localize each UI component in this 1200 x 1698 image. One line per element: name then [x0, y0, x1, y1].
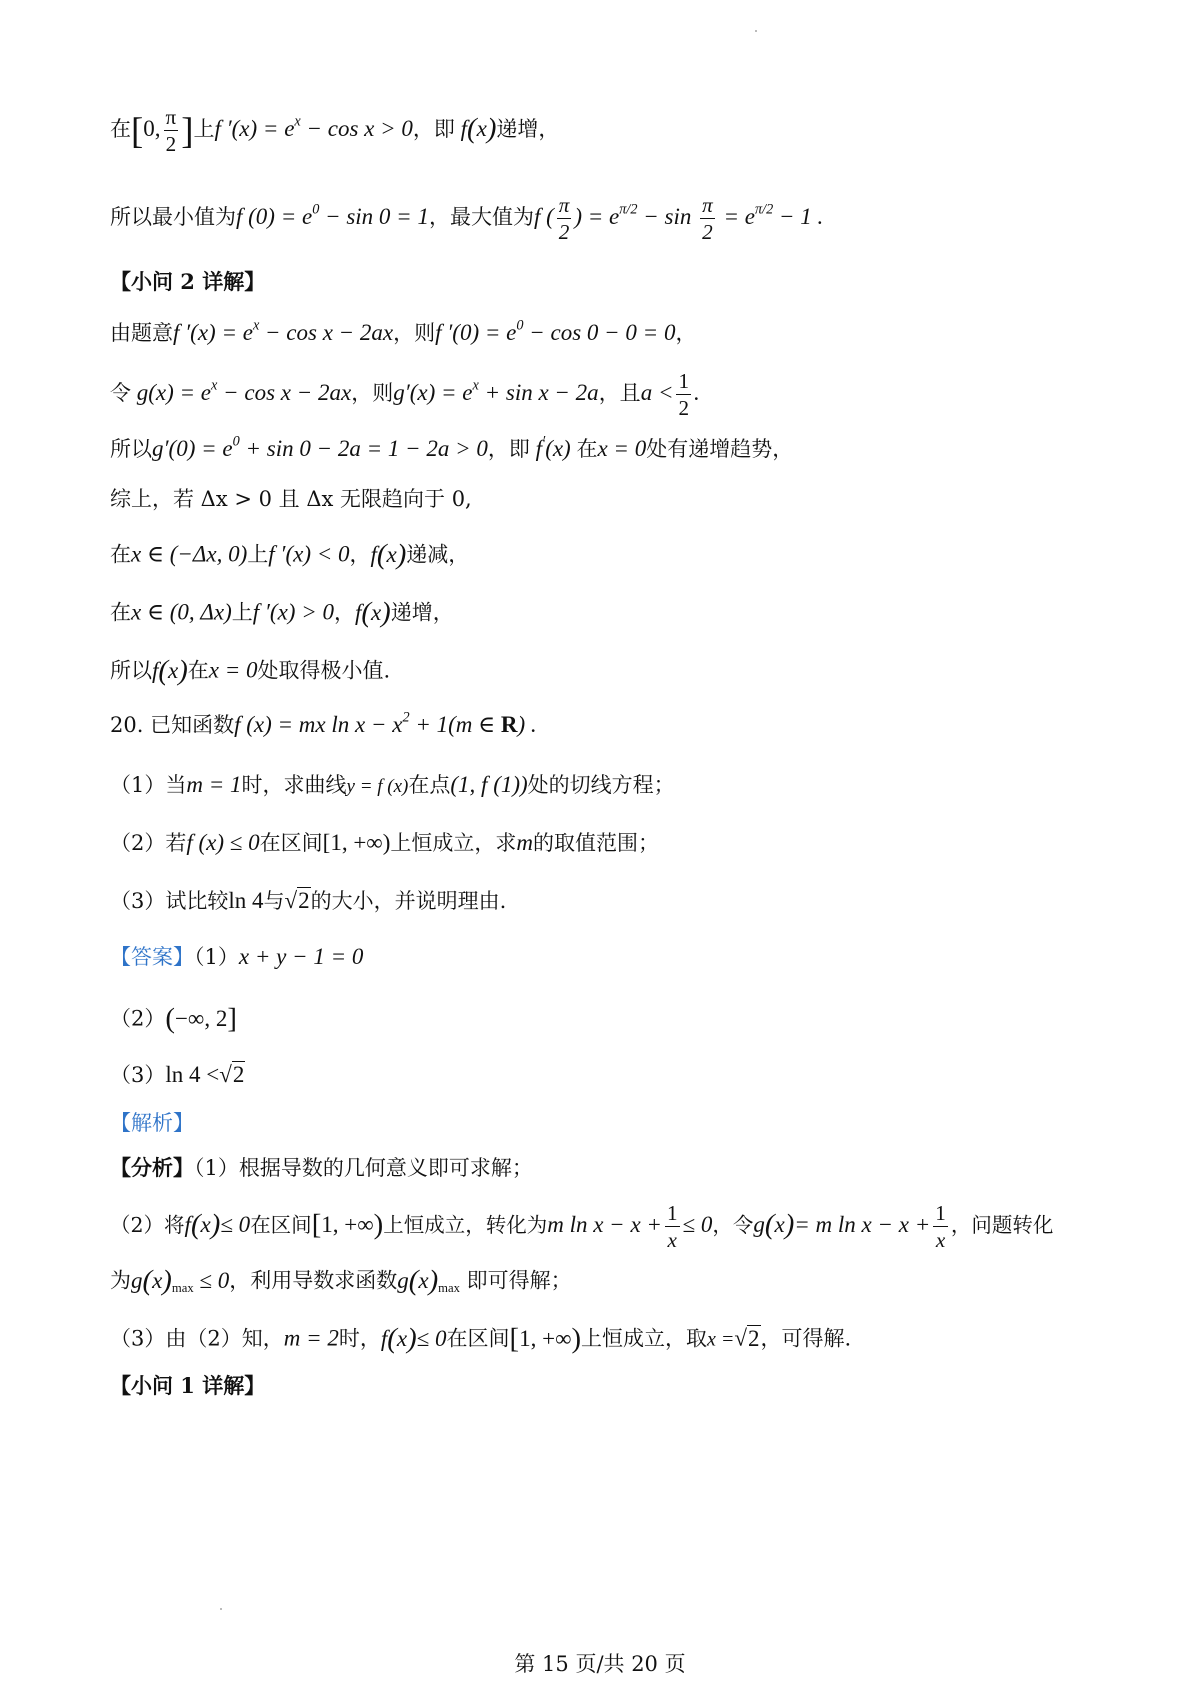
- math-expr: (1, f (1)): [450, 772, 528, 797]
- text: ，令: [712, 1213, 754, 1238]
- exponent: x: [252, 317, 260, 334]
- math-expr: m = 2: [283, 1325, 339, 1351]
- fraction: [700, 192, 715, 246]
- text: + sin x − 2a: [478, 380, 599, 406]
- fraction: [164, 104, 179, 158]
- radicand: 2: [298, 888, 310, 913]
- text: 上恒成立，求: [390, 831, 517, 855]
- line-minimum: [110, 652, 1130, 689]
- text: 处有递增趋势，: [646, 437, 794, 461]
- text: 在: [110, 600, 131, 625]
- line-g-zero: [110, 434, 1130, 464]
- numerator: 1: [933, 1200, 948, 1227]
- text: − cos x > 0: [300, 116, 413, 142]
- text: f: [460, 116, 468, 142]
- math-expr: [173, 317, 394, 345]
- text: 处的切线方程；: [527, 773, 675, 797]
- fraction: [665, 1200, 680, 1254]
- text: ，: [333, 600, 355, 625]
- subscript: max: [171, 1280, 194, 1295]
- math-expr: $g(x)_{max}$: [397, 1264, 460, 1296]
- text: − cos x − 2ax: [217, 380, 352, 406]
- text: ) = e: [574, 204, 620, 230]
- text: f (0) = e: [236, 204, 313, 230]
- text: + sin 0 − 2a = 1 − 2a > 0: [239, 436, 488, 461]
- math-expr: [1, +∞): [322, 830, 391, 855]
- text: ) .: [517, 712, 537, 737]
- exponent: 2: [402, 709, 410, 726]
- math-expr: [214, 113, 413, 142]
- numerator: π: [700, 192, 715, 219]
- text: 在区间: [446, 1326, 510, 1351]
- text: 上: [231, 600, 253, 625]
- line-decreasing: [110, 536, 1130, 573]
- math-interval: [0, $\frac{\pi}{2}$ ]: [131, 105, 194, 157]
- text: g: [753, 1212, 765, 1238]
- math-expr: m: [516, 830, 533, 855]
- exponent: ′: [542, 433, 546, 450]
- text: 为: [110, 1268, 131, 1293]
- sub-question-2: [110, 828, 1130, 858]
- text: f: [535, 436, 543, 461]
- text: − cos 0 − 0 = 0: [523, 320, 676, 345]
- line-derivative: [110, 318, 1130, 348]
- text: − 1 .: [773, 204, 824, 230]
- text: R: [500, 712, 518, 737]
- text: 时，求曲线: [241, 773, 347, 797]
- numerator: π: [164, 104, 179, 131]
- sqrt: √2: [734, 1325, 760, 1351]
- text: （3）试比较: [110, 889, 229, 913]
- text: f ′(x) = e: [214, 116, 295, 142]
- text: + 1(m ∈: [409, 712, 501, 737]
- text: 所以: [110, 658, 152, 683]
- text: = m ln x − x +: [794, 1212, 931, 1238]
- exponent: x: [294, 113, 301, 130]
- text: 递减，: [406, 542, 470, 567]
- denominator: x: [935, 1228, 946, 1253]
- math-fx: f(x)≤ 0: [184, 1208, 251, 1241]
- text: ≤ 0: [220, 1212, 251, 1238]
- text: x: [418, 1267, 429, 1293]
- exponent: x: [472, 377, 479, 394]
- text: x: [167, 657, 179, 683]
- sub-question-3: [110, 886, 1130, 916]
- text: 在: [110, 542, 131, 567]
- text: g(x) = e: [136, 380, 212, 406]
- text: 在: [576, 437, 598, 461]
- text: = e: [717, 204, 755, 230]
- math-fx: f(x): [354, 596, 391, 628]
- text: ，: [349, 542, 371, 567]
- radicand: 2: [232, 1062, 245, 1087]
- text: （3）由（2）知，: [110, 1326, 284, 1351]
- section-heading: 【小问 1 详解】: [110, 1373, 266, 1398]
- text: （1）当: [110, 773, 187, 797]
- math-fx: f(x): [370, 538, 407, 570]
- text: f ′(0) = e: [435, 320, 517, 345]
- text: 0,: [143, 116, 161, 142]
- math-expr: x ∈ (−Δx, 0): [131, 541, 248, 567]
- text: .: [694, 380, 700, 406]
- text: 令: [110, 381, 131, 406]
- text: 上恒成立，取: [581, 1326, 708, 1351]
- fraction: [557, 192, 572, 246]
- text: g′(x) = e: [393, 380, 473, 406]
- math-expr: f ′(x) < 0: [268, 541, 350, 567]
- math-expr: [234, 709, 537, 737]
- denominator: x: [667, 1228, 677, 1253]
- math-interval: [1, +∞): [311, 1208, 384, 1241]
- text: x: [200, 1212, 211, 1238]
- analysis-2b: [110, 1262, 1130, 1299]
- line-g-def: [110, 368, 1130, 422]
- text: − sin: [637, 204, 698, 230]
- analysis-1: [110, 1154, 1130, 1182]
- sqrt: √2: [219, 1062, 245, 1087]
- analysis-3: [110, 1320, 1130, 1357]
- text: 上: [247, 542, 269, 567]
- text: 所以: [110, 437, 152, 461]
- analysis-2: [110, 1200, 1130, 1254]
- text: x: [370, 599, 382, 625]
- text: 上恒成立，转化为: [383, 1213, 548, 1238]
- fraction: [676, 368, 691, 422]
- text: f (x) = mx ln x − x: [234, 712, 403, 737]
- text: 即可得解；: [466, 1268, 572, 1293]
- sub-question-1: [110, 770, 1130, 800]
- exponent: 0: [516, 317, 524, 334]
- math-expr: x + y − 1 = 0: [238, 944, 364, 969]
- page-number: 第 15 页/共 20 页: [514, 1652, 686, 1676]
- text: ，最大值为: [428, 205, 534, 230]
- denominator: 2: [558, 220, 570, 245]
- math-expr: ln 4 <: [165, 1062, 220, 1087]
- section-heading: 【小问 2 详解】: [110, 269, 266, 294]
- text: ，则: [351, 381, 394, 406]
- text: 递增，: [496, 117, 560, 142]
- math-expr: f ′(x) > 0: [252, 599, 334, 625]
- denominator: 2: [165, 132, 177, 157]
- exponent: 0: [232, 433, 240, 450]
- math-expr: [236, 201, 429, 230]
- text: 的取值范围；: [532, 831, 659, 855]
- math-expr: [530, 433, 577, 461]
- text: f: [354, 599, 362, 625]
- text: ，即: [412, 117, 455, 142]
- numerator: 1: [665, 1200, 680, 1227]
- text: x: [396, 1325, 408, 1351]
- text: f: [184, 1212, 191, 1238]
- text: − cos x − 2ax: [259, 320, 394, 345]
- math-interval: [1, +∞): [509, 1322, 582, 1354]
- exponent: π/2: [754, 201, 774, 218]
- math-expr: [547, 1201, 713, 1253]
- math-expr: [435, 317, 676, 345]
- math-fx: f(x): [152, 654, 188, 686]
- math-expr: [393, 377, 599, 406]
- math-expr: ln 4: [228, 888, 264, 913]
- text: 上: [193, 117, 215, 142]
- answer-2: [110, 1000, 1130, 1037]
- text: ，即: [487, 437, 530, 461]
- text: 已知函数: [150, 713, 235, 737]
- text: （2）若: [110, 831, 187, 855]
- math-expr: [640, 369, 700, 421]
- text: a <: [640, 380, 674, 406]
- math-fx: f(x): [460, 112, 497, 145]
- text: x: [476, 116, 487, 142]
- text: 在: [110, 117, 131, 142]
- answer-1: [110, 942, 1130, 972]
- math-expr: x = 0: [208, 657, 258, 683]
- text: 在点: [408, 773, 451, 797]
- math-expr: g(x)= m ln x − x + $\frac{1}{x}$: [753, 1201, 946, 1253]
- text: g′(0) = e: [152, 436, 233, 461]
- math-fx: f(x)≤ 0: [380, 1322, 447, 1354]
- text: ≤ 0: [416, 1325, 447, 1351]
- question-20: [110, 710, 1130, 740]
- subscript: max: [438, 1280, 460, 1295]
- math-expr: x ∈ (0, Δx): [131, 599, 232, 625]
- exponent: x: [211, 377, 218, 394]
- math-expr: f (x) ≤ 0: [186, 830, 260, 855]
- text: g: [131, 1267, 143, 1293]
- denominator: 2: [702, 220, 713, 245]
- line-derivative-interval: [110, 104, 1130, 158]
- text: ，: [675, 321, 697, 345]
- math-expr: $g(x)_{max} \le 0$: [131, 1264, 230, 1296]
- text: （2）: [110, 1006, 166, 1031]
- text: 在区间: [259, 831, 323, 855]
- text: x: [774, 1212, 785, 1238]
- text: ，则: [393, 321, 436, 345]
- text: g: [397, 1267, 409, 1293]
- exponent: 0: [312, 201, 320, 218]
- answer-3: [110, 1060, 1130, 1090]
- math-expr: [152, 433, 488, 461]
- numerator: π: [557, 192, 572, 219]
- text: m ln x − x +: [547, 1212, 662, 1238]
- text: ≤ 0: [682, 1212, 713, 1238]
- math-expr: x = 0: [597, 436, 647, 461]
- sqrt: √2: [284, 888, 310, 913]
- text: f ′(x) = e: [173, 320, 253, 345]
- scan-dot: [220, 1608, 222, 1610]
- numerator: 1: [676, 368, 691, 395]
- text: 与: [263, 889, 285, 913]
- text: （1）: [194, 945, 239, 969]
- math-expr: (−∞, 2]: [165, 1002, 237, 1034]
- text: ，利用导数求函数: [229, 1268, 398, 1293]
- text: 时，: [338, 1326, 381, 1351]
- text: （1）根据导数的几何意义即可求解；: [194, 1156, 533, 1180]
- scan-dot: [755, 30, 757, 32]
- text: f: [370, 541, 377, 567]
- denominator: 2: [678, 396, 690, 421]
- text: ，问题转化: [950, 1213, 1054, 1238]
- text: ，且: [598, 381, 641, 406]
- text: 由题意: [110, 321, 173, 345]
- text: 1, +∞: [519, 1325, 572, 1351]
- exponent: π/2: [619, 201, 638, 218]
- text: 在区间: [250, 1213, 312, 1238]
- text: (x): [545, 436, 571, 461]
- text: f: [380, 1325, 388, 1351]
- math-expr: y = f (x): [346, 776, 409, 797]
- text: 递增，: [390, 600, 454, 625]
- line-min-max: [110, 192, 1130, 246]
- answer-label: 【答案】: [110, 945, 194, 969]
- text: x: [152, 1267, 163, 1293]
- math-expr: x =: [707, 1328, 735, 1351]
- text: 的大小，并说明理由.: [310, 889, 507, 913]
- text: f: [152, 657, 159, 683]
- text: −∞, 2: [174, 1005, 228, 1031]
- line-increasing: [110, 594, 1130, 631]
- analysis-label: 【解析】: [110, 1111, 194, 1135]
- text: 在: [187, 658, 209, 683]
- analysis-head: 【分析】: [110, 1155, 194, 1180]
- math-expr: m = 1: [186, 772, 242, 797]
- math-expr: [533, 193, 824, 245]
- text: − sin 0 = 1: [319, 204, 429, 230]
- text: 1, +∞: [321, 1212, 374, 1238]
- text: f (: [533, 204, 554, 230]
- question-number: 20.: [110, 713, 144, 737]
- radicand: 2: [748, 1325, 760, 1351]
- fraction: [933, 1200, 948, 1254]
- text: （3）: [110, 1063, 166, 1087]
- text: 所以最小值为: [110, 205, 236, 230]
- text: （2）将: [110, 1213, 185, 1238]
- math-expr: [131, 377, 352, 406]
- text: x: [386, 541, 397, 567]
- text: ，可得解.: [760, 1326, 852, 1351]
- text: ≤ 0: [199, 1267, 230, 1293]
- text: 处取得极小值.: [257, 658, 391, 683]
- line-summary: 综上，若 Δx > 0 且 Δx 无限趋向于 0,: [110, 487, 472, 511]
